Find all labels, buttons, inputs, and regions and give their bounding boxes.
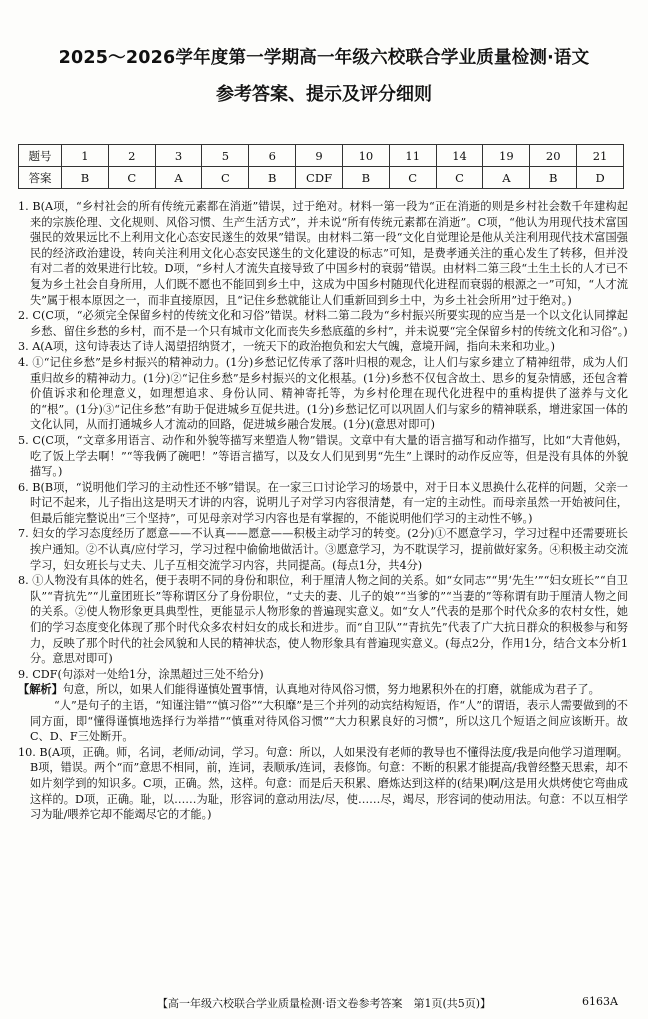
answer-item-6: 6. B(B项，“说明他们学习的主动性还不够”错误。在一家三口讨论学习的场景中，对于日本义思换什么花样的问题，父亲一时记不起来，儿子指出这是明天才讲的内容，说明儿子对学习内容很清楚，有一定的主动性。而母亲虽然一开始被问住，但最后能完整说出“三个坚持”，可见母亲对学习内容也是有掌握的，不能说明他们学习的主动性不够。) [18, 480, 628, 525]
question-number: 6 [249, 145, 296, 167]
analysis-label: 【解析】 [18, 682, 63, 697]
answer-cell: C [202, 167, 249, 189]
answer-explanations [18, 199, 628, 823]
answer-cell: A [155, 167, 202, 189]
question-number: 19 [483, 145, 530, 167]
analysis-text: 句意，所以，如果人们能得谨慎处置事情，认真地对待风俗习惯，努力地累积外在的打磨，就能成为君子了。 [62, 683, 600, 697]
answer-item-7: 7. 妇女的学习态度经历了愿意——不认真——愿意——积极主动学习的转变。(2分)①不愿意学习，学习过程中还需要班长挨户通知。②不认真/应付学习，学习过程中偷偷地做活计。③愿意学习，为不耽误学习，提前做好家务。④积极主动交流学习，妇女班长与丈夫、儿子互相交流学习内容，共同提高。(每点1分，共4分) [18, 527, 628, 572]
document-code: 6163A [582, 995, 618, 1008]
answer-item-2: 2. C(C项，“必须完全保留乡村的传统文化和习俗”错误。材料二第二段为“乡村振兴所要实现的应当是一个以文化认同撑起乡愁、留住乡愁的乡村，而不是一个只有城市文化而丧失乡愁底蕴的乡村”，并未说要“完全保留乡村的传统文化和习俗”。) [18, 309, 628, 338]
answer-cell: C [108, 167, 155, 189]
question-number: 3 [155, 145, 202, 167]
answer-cell: CDF [296, 167, 343, 189]
answer-table [18, 144, 624, 189]
answer-cell: B [249, 167, 296, 189]
footer-text: 【高一年级六校联合学业质量检测·语文卷参考答案 第1页(共5页)】 [156, 997, 492, 1010]
analysis-paragraph [18, 682, 628, 698]
question-number: 11 [389, 145, 436, 167]
answer-item-1: 1. B(A项，“乡村社会的所有传统元素都在消逝”错误，过于绝对。材料一第一段为“正在消逝的则是乡村社会数千年建构起来的宗族伦理、文化规则、风俗习惯、生产生活方式”，并未说“所有传统元素都在消逝”。C项，“他认为用现代技术富国强民的效果远比不上利用文化心态安民遂生的效果”错误。由材料二第一段“文化自觉理论是他从关注利用现代技术富国强民的经济政治建设，转向关注利用文化心态安民遂生的文化建设的标志”可知，是费孝通关注的重心发生了转移，但并没有对二者的效果进行比较。D项，“乡村人才流失直接导致了中国乡村的衰弱”错误。由材料二第三段“土生土长的人才已不复为乡土社会自身所用，人们既不愿也不能回到乡土中，这成为中国乡村随现代化进程而衰弱的根源之一”可知，“人才流失”属于根本原因之一，而非直接原因，且“记住乡愁就能让人们重新回到乡土中，为乡土社会所用”过于绝对。) [18, 200, 628, 307]
answer-cell: B [342, 167, 389, 189]
question-number: 21 [577, 145, 624, 167]
table-row [19, 145, 624, 167]
question-number: 20 [530, 145, 577, 167]
answer-cell: C [389, 167, 436, 189]
answer-item-10: 10. B(A项，正确。师，名词，老师/动词，学习。句意：所以，人如果没有老师的教导也不懂得法度/我是向他学习道理啊。B项，错误。两个“而”意思不相同，前，连词，表顺承/连词，表修饰。句意：不断的积累才能提高/我曾经整天思索，却不如片刻学到的知识多。C项，正确。然，这样。句意：而是后天积累、磨炼达到这样的(结果)啊/这是用火烘烤使它弯曲成这样的。D项，正确。耻，以……为耻，形容词的意动用法/尽，使……尽，竭尽，形容词的使动用法。句意：不以互相学习为耻/喂养它却不能竭尽它的才能。) [18, 745, 628, 822]
question-number: 2 [108, 145, 155, 167]
page-title: 2025～2026学年度第一学期高一年级六校联合学业质量检测·语文 [58, 48, 590, 68]
page-subtitle: 参考答案、提示及评分细则 [216, 84, 432, 105]
analysis-detail: “人”是句子的主语，“知谨注错”“慎习俗”“大积靡”是三个并列的动宾结构短语，作“人”的谓语，表示人需要做到的不同方面，即“懂得谨慎地选择行为举措”“慎重对待风俗习惯”“大力积累良好的习惯”，所以这几个短语之间应该断开。故C、D、F三处断开。 [30, 699, 628, 744]
answer-item-9: 9. CDF(句添对一处给1分，涂黑超过三处不给分) [18, 667, 264, 681]
row-label: 答案 [19, 167, 62, 189]
question-number: 14 [436, 145, 483, 167]
answer-item-8: 8. ①人物没有具体的姓名，便于表明不同的身份和职位，利于厘清人物之间的关系。如“女同志”“男‘先生’”“妇女班长”“自卫队”“青抗先”“儿童团班长”等称谓区分了身份职位，“丈夫的妻、儿子的娘”“当爹的”“当妻的”等称谓有助于厘清人物之间的关系。②使人物形象更具典型性，更能显示人物形象的普遍现实意义。如“女人”代表的是那个时代众多的农村女性，她们的学习态度变化体现了那个时代众多农村妇女的成长和进步。而“自卫队”“青抗先”代表了广大抗日群众的积极参与和努力，反映了那个时代的社会风貌和人民的精神状态，使人物形象具有普遍现实意义。(每点2分，作用1分，结合文本分析1分。意思对即可) [18, 574, 628, 666]
answer-cell: A [483, 167, 530, 189]
question-number: 9 [296, 145, 343, 167]
question-number: 1 [62, 145, 109, 167]
answer-item-4: 4. ①“记住乡愁”是乡村振兴的精神动力。(1分)乡愁记忆传承了落叶归根的观念，让人们与家乡建立了精神纽带，成为人们重归故乡的精神动力。(1分)②“记住乡愁”是乡村振兴的文化根基。(1分)乡愁不仅包含故土、思乡的复杂情感，还包含着价值诉求和伦理意义，如理想追求、身份认同、精神寄托等，为乡村伦理在现代化进程中的重构提供了滋养与文化的“根”。(1分)③“记住乡愁”有助于促进城乡互促共进。(1分)乡愁记忆可以巩固人们与家乡的精神联系，增进家国一体的文化认同，从而打通城乡人才流动的回路，促进城乡融合发展。(1分)(意思对即可) [18, 355, 628, 432]
answer-item-5: 5. C(C项，“文章多用语言、动作和外貌等描写来塑造人物”错误。文章中有大量的语言描写和动作描写，比如“大青他妈，吃了饭上学去啊！”“等我俩了碗吧！”等语言描写，以及女人们见到男“先生”上课时的动作反应等，但是没有具体的外貌描写。) [18, 433, 628, 479]
row-label: 题号 [19, 145, 62, 167]
question-number: 10 [342, 145, 389, 167]
question-number: 5 [202, 145, 249, 167]
page-footer [0, 995, 648, 1011]
answer-cell: B [530, 167, 577, 189]
answer-cell: B [62, 167, 109, 189]
answer-cell: C [436, 167, 483, 189]
answer-cell: D [577, 167, 624, 189]
table-row [19, 167, 624, 189]
answer-item-3: 3. A(A项，这句诗表达了诗人渴望招纳贤才，一统天下的政治抱负和宏大气魄，意境开阔，指向未来和功业。) [18, 340, 555, 354]
